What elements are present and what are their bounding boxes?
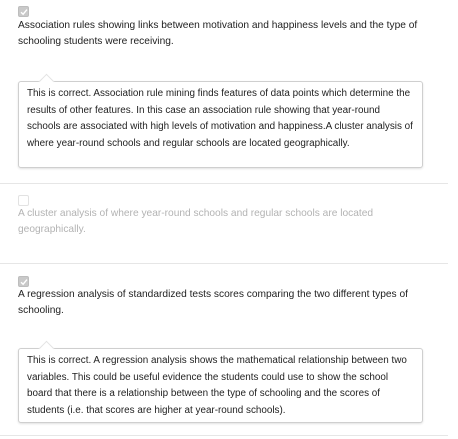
option-divider — [0, 183, 448, 184]
option-3-feedback — [18, 348, 423, 423]
option-2-checkbox[interactable] — [18, 195, 29, 206]
option-divider — [0, 263, 448, 264]
option-divider — [0, 435, 448, 436]
option-1-checkbox[interactable] — [18, 6, 29, 17]
check-icon — [20, 278, 28, 286]
check-icon — [20, 8, 28, 16]
option-3-checkbox[interactable] — [18, 276, 29, 287]
option-2-text[interactable]: A cluster analysis of where year-round schools and regular schools are located geographically. — [18, 208, 374, 235]
option-1-text[interactable]: Association rules showing links between motivation and happiness levels and the type of schooling students were receiving. — [18, 20, 418, 47]
option-1-feedback — [18, 81, 423, 168]
option-1-feedback-text: This is correct. Association rule mining finds features of data points which determine the results of other features. In this case an association rule showing that year-round schools are associated with high levels of motivation and happiness.A cluster analysis of where year-round schools and regular schools are located geographically. — [27, 88, 413, 149]
option-3-text[interactable]: A regression analysis of standardized tests scores comparing the two different types of schooling. — [18, 289, 408, 316]
option-3-feedback-text: This is correct. A regression analysis shows the mathematical relationship between two variables. This could be useful evidence the students could use to show the school board that there is a relationship between the type of schooling and the scores of students (i.e. that scores are higher at year-round schools). — [27, 355, 407, 416]
